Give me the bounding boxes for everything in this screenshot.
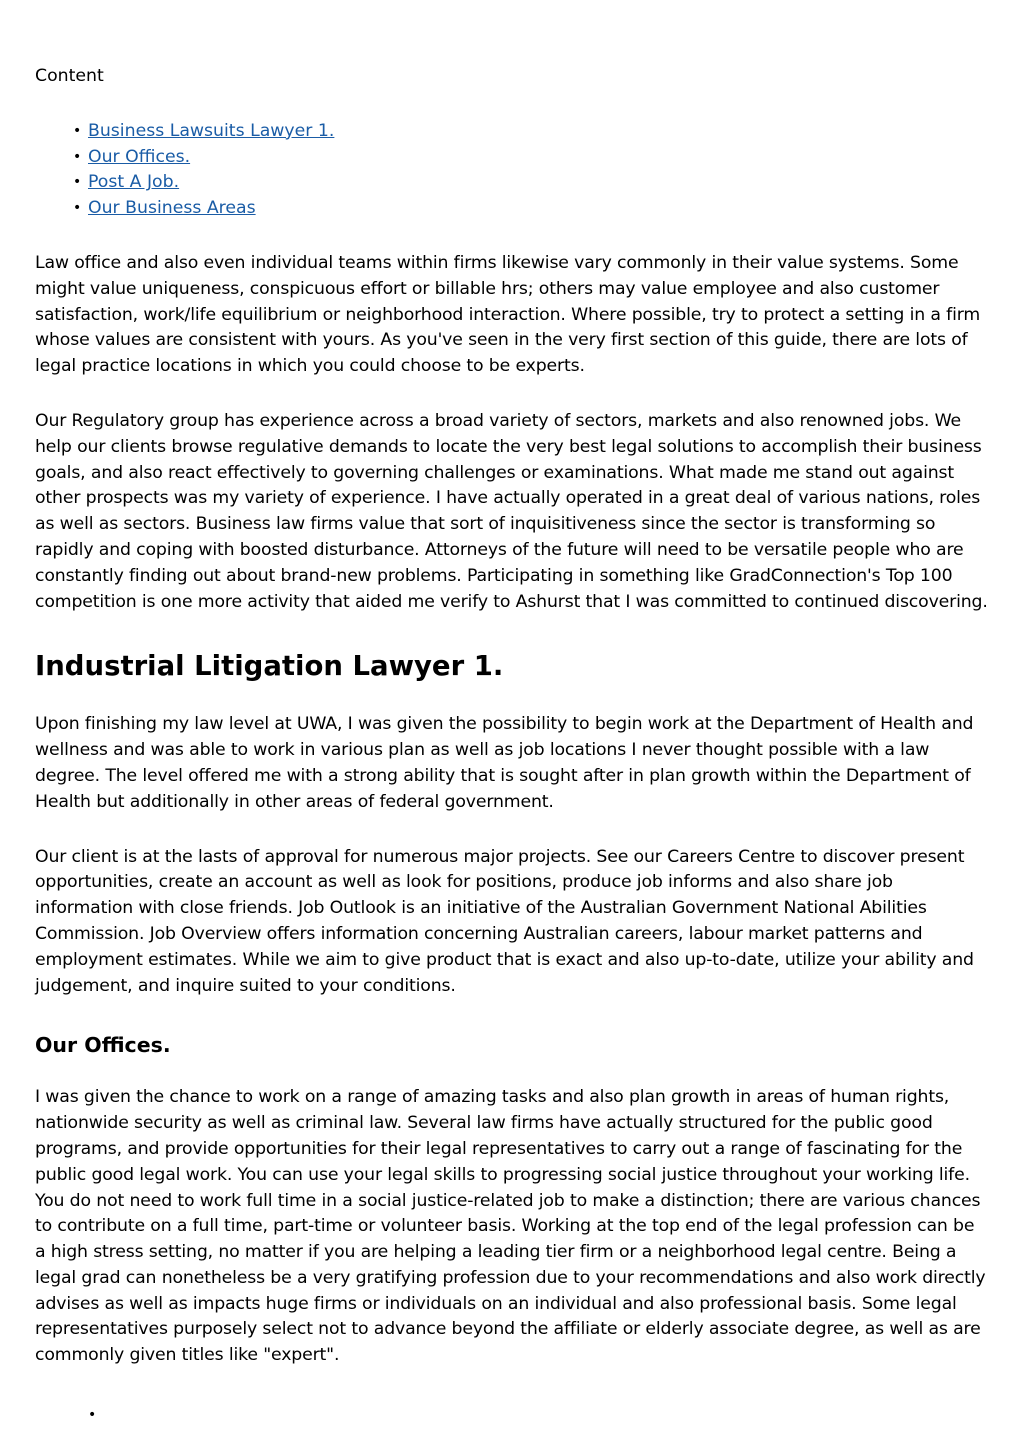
paragraph-human-rights-work: I was given the chance to work on a range of amazing tasks and also plan growth in areas of human rights, nationwide security as well as criminal law. Several law firms have actually structured for the public good programs, and provide opportunities for their legal representatives to carry out a range of fascinating for the public good legal work. You can use your legal skills to progressing social justice throughout your working life. You do not need to work full time in a social justice-related job to make a distinction; there are various chances to contribute on a full time, part-time or volunteer basis. Working at the top end of the legal profession can be a high stress setting, no matter if you are helping a leading tier firm or a neighborhood legal centre. Being a legal grad can nonetheless be a very gratifying profession due to your recommendations and also work directly advises as well as impacts huge firms or individuals on an individual and also professional basis. Some legal representatives purposely select not to advance beyond the affiliate or elderly associate degree, as well as are commonly given titles like "expert". xyxy=(35,1087,986,1366)
paragraph-regulatory-group: Our Regulatory group has experience across a broad variety of sectors, markets and also renowned jobs. We help our clients browse regulative demands to locate the very best legal solutions to accomplish their business goals, and also react effectively to governing challenges or examinations. What made me stand out against other prospects was my variety of experience. I have actually operated in a great deal of various nations, roles as well as sectors. Business law firms value that sort of inquisitiveness since the sector is transforming so rapidly and coping with boosted disturbance. Attorneys of the future will need to be versatile people who are constantly finding out about brand-new problems. Participating in something like GradConnection's Top 100 competition is one more activity that aided me verify to Ashurst that I was committed to continued discovering. xyxy=(35,410,988,612)
toc-link-post-a-job[interactable]: Post A Job. xyxy=(88,172,180,193)
toc-item xyxy=(73,170,988,196)
heading-our-offices: Our Offices. xyxy=(35,1033,171,1058)
bullet-icon: • xyxy=(73,122,82,139)
bullet-icon: • xyxy=(73,200,82,217)
paragraph-uwa-law-degree: Upon finishing my law level at UWA, I was given the possibility to begin work at the Department of Health and wellness and was able to work in various plan as well as job locations I never thought possible with a law degree. The level offered me with a strong ability that is sought after in plan growth within the Department of Health but additionally in other areas of federal government. xyxy=(35,714,974,812)
bullet-icon: • xyxy=(88,1407,97,1424)
toc-link-business-lawsuits-lawyer[interactable]: Business Lawsuits Lawyer 1. xyxy=(88,120,335,141)
toc-item xyxy=(73,119,988,145)
table-of-contents xyxy=(35,119,988,222)
bullet-icon: • xyxy=(73,148,82,165)
heading-industrial-litigation-lawyer: Industrial Litigation Lawyer 1. xyxy=(35,650,504,683)
bullet-icon: • xyxy=(73,174,82,191)
content-label: Content xyxy=(35,66,104,86)
paragraph-law-office-values: Law office and also even individual teams within firms likewise vary commonly in their value systems. Some might value uniqueness, conspicuous effort or billable hrs; others may value employee and also customer satisfaction, work/life equilibrium or neighborhood interaction. Where possible, try to protect a setting in a firm whose values are consistent with yours. As you've seen in the very first section of this guide, there are lots of legal practice locations in which you could choose to be experts. xyxy=(35,252,981,377)
toc-item xyxy=(73,145,988,171)
toc-item xyxy=(73,196,988,222)
trailing-list xyxy=(35,1398,988,1424)
toc-link-our-offices[interactable]: Our Offices. xyxy=(88,146,191,167)
paragraph-client-approval: Our client is at the lasts of approval for numerous major projects. See our Careers Centre to discover present opportunities, create an account as well as look for positions, produce job informs and also share job information with close friends. Job Outlook is an initiative of the Australian Government National Abilities Commission. Job Overview offers information concerning Australian careers, labour market patterns and employment estimates. While we aim to give product that is exact and also up-to-date, utilize your ability and judgement, and inquire suited to your conditions. xyxy=(35,846,974,996)
toc-link-our-business-areas[interactable]: Our Business Areas xyxy=(88,198,256,219)
